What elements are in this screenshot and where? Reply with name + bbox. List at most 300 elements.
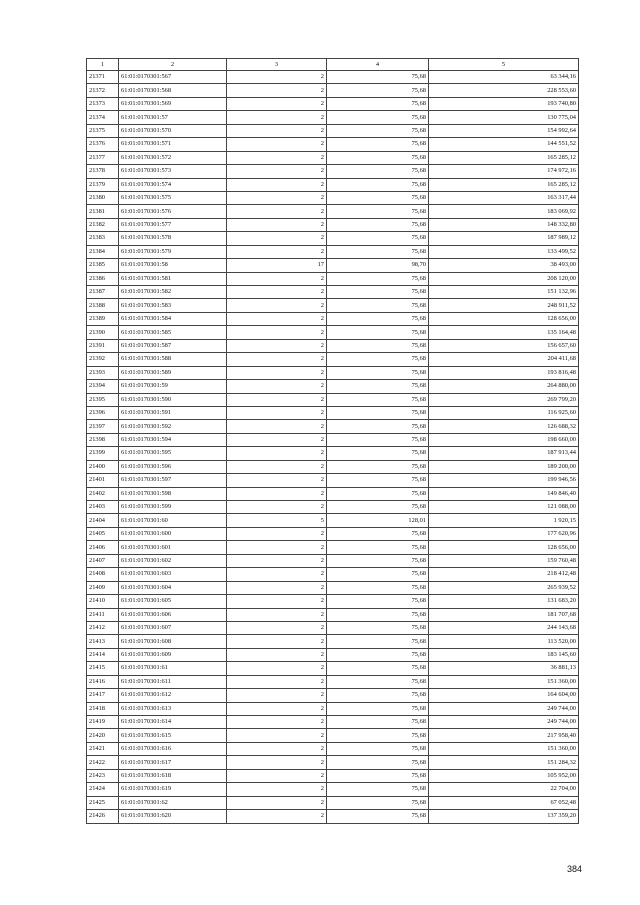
table-row [87, 527, 579, 540]
value-cell: 151 284,32 [429, 756, 579, 769]
row-number-cell: 21407 [87, 554, 119, 567]
cadastral-number-cell: 61:01:0170301:619 [119, 783, 227, 796]
value-cell: 1 920,15 [429, 514, 579, 527]
row-number-cell: 21425 [87, 796, 119, 809]
category-cell: 2 [227, 527, 327, 540]
table-row [87, 299, 579, 312]
table-row [87, 554, 579, 567]
table-row [87, 353, 579, 366]
value-cell: 121 088,00 [429, 501, 579, 514]
cadastral-number-cell: 61:01:0170301:608 [119, 635, 227, 648]
category-cell: 2 [227, 554, 327, 567]
rate-cell: 75,68 [327, 406, 429, 419]
row-number-cell: 21409 [87, 581, 119, 594]
column-header-3: 3 [227, 59, 327, 71]
row-number-cell: 21374 [87, 111, 119, 124]
cadastral-number-cell: 61:01:0170301:605 [119, 595, 227, 608]
value-cell: 177 620,96 [429, 527, 579, 540]
category-cell: 17 [227, 259, 327, 272]
cadastral-number-cell: 61:01:0170301:60 [119, 514, 227, 527]
rate-cell: 75,68 [327, 662, 429, 675]
rate-cell: 75,68 [327, 326, 429, 339]
category-cell: 2 [227, 420, 327, 433]
table-row [87, 716, 579, 729]
cadastral-number-cell: 61:01:0170301:573 [119, 165, 227, 178]
table-row [87, 165, 579, 178]
rate-cell: 75,68 [327, 635, 429, 648]
cadastral-number-cell: 61:01:0170301:572 [119, 151, 227, 164]
value-cell: 67 052,48 [429, 796, 579, 809]
category-cell: 2 [227, 393, 327, 406]
table-row [87, 380, 579, 393]
rate-cell: 75,68 [327, 501, 429, 514]
rate-cell: 75,68 [327, 689, 429, 702]
rate-cell: 75,68 [327, 433, 429, 446]
value-cell: 154 992,64 [429, 124, 579, 137]
rate-cell: 75,68 [327, 796, 429, 809]
table-body [87, 71, 579, 824]
value-cell: 165 285,12 [429, 151, 579, 164]
cadastral-number-cell: 61:01:0170301:602 [119, 554, 227, 567]
row-number-cell: 21412 [87, 621, 119, 634]
value-cell: 163 317,44 [429, 191, 579, 204]
value-cell: 249 744,00 [429, 716, 579, 729]
cadastral-number-cell: 61:01:0170301:607 [119, 621, 227, 634]
table-row [87, 286, 579, 299]
table-row [87, 635, 579, 648]
rate-cell: 75,68 [327, 124, 429, 137]
row-number-cell: 21405 [87, 527, 119, 540]
rate-cell: 75,68 [327, 272, 429, 285]
table-row [87, 272, 579, 285]
rate-cell: 75,68 [327, 138, 429, 151]
category-cell: 2 [227, 608, 327, 621]
cadastral-number-cell: 61:01:0170301:583 [119, 299, 227, 312]
row-number-cell: 21411 [87, 608, 119, 621]
row-number-cell: 21426 [87, 810, 119, 823]
value-cell: 159 760,48 [429, 554, 579, 567]
table-row [87, 124, 579, 137]
category-cell: 2 [227, 581, 327, 594]
value-cell: 151 132,96 [429, 286, 579, 299]
cadastral-number-cell: 61:01:0170301:582 [119, 286, 227, 299]
category-cell: 2 [227, 232, 327, 245]
cadastral-number-cell: 61:01:0170301:59 [119, 380, 227, 393]
category-cell: 2 [227, 111, 327, 124]
value-cell: 38 493,00 [429, 259, 579, 272]
rate-cell: 75,68 [327, 71, 429, 84]
rate-cell: 75,68 [327, 810, 429, 823]
cadastral-number-cell: 61:01:0170301:587 [119, 339, 227, 352]
cadastral-number-cell: 61:01:0170301:597 [119, 474, 227, 487]
row-number-cell: 21423 [87, 769, 119, 782]
rate-cell: 75,68 [327, 541, 429, 554]
value-cell: 199 946,56 [429, 474, 579, 487]
row-number-cell: 21424 [87, 783, 119, 796]
category-cell: 2 [227, 178, 327, 191]
value-cell: 63 344,16 [429, 71, 579, 84]
table-row [87, 608, 579, 621]
category-cell: 2 [227, 124, 327, 137]
value-cell: 248 911,52 [429, 299, 579, 312]
row-number-cell: 21376 [87, 138, 119, 151]
cadastral-number-cell: 61:01:0170301:61 [119, 662, 227, 675]
value-cell: 193 816,48 [429, 366, 579, 379]
registry-table [86, 58, 579, 824]
row-number-cell: 21397 [87, 420, 119, 433]
row-number-cell: 21414 [87, 648, 119, 661]
row-number-cell: 21419 [87, 716, 119, 729]
rate-cell: 98,70 [327, 259, 429, 272]
category-cell: 2 [227, 165, 327, 178]
table-row [87, 702, 579, 715]
cadastral-number-cell: 61:01:0170301:604 [119, 581, 227, 594]
rate-cell: 75,68 [327, 151, 429, 164]
category-cell: 2 [227, 353, 327, 366]
cadastral-number-cell: 61:01:0170301:598 [119, 487, 227, 500]
rate-cell: 75,68 [327, 769, 429, 782]
cadastral-number-cell: 61:01:0170301:617 [119, 756, 227, 769]
table-row [87, 433, 579, 446]
category-cell: 2 [227, 380, 327, 393]
column-header-5: 5 [429, 59, 579, 71]
rate-cell: 75,68 [327, 648, 429, 661]
category-cell: 2 [227, 487, 327, 500]
cadastral-number-cell: 61:01:0170301:567 [119, 71, 227, 84]
rate-cell: 75,68 [327, 621, 429, 634]
category-cell: 2 [227, 406, 327, 419]
value-cell: 144 551,52 [429, 138, 579, 151]
rate-cell: 75,68 [327, 527, 429, 540]
category-cell: 2 [227, 366, 327, 379]
table-row [87, 595, 579, 608]
table-row [87, 742, 579, 755]
value-cell: 187 989,12 [429, 232, 579, 245]
rate-cell: 75,68 [327, 84, 429, 97]
table-row [87, 501, 579, 514]
value-cell: 128 656,00 [429, 541, 579, 554]
value-cell: 151 360,00 [429, 675, 579, 688]
cadastral-number-cell: 61:01:0170301:588 [119, 353, 227, 366]
cadastral-number-cell: 61:01:0170301:601 [119, 541, 227, 554]
row-number-cell: 21400 [87, 460, 119, 473]
rate-cell: 75,68 [327, 366, 429, 379]
cadastral-number-cell: 61:01:0170301:616 [119, 742, 227, 755]
row-number-cell: 21375 [87, 124, 119, 137]
rate-cell: 75,68 [327, 420, 429, 433]
cadastral-number-cell: 61:01:0170301:62 [119, 796, 227, 809]
row-number-cell: 21417 [87, 689, 119, 702]
row-number-cell: 21402 [87, 487, 119, 500]
cadastral-number-cell: 61:01:0170301:592 [119, 420, 227, 433]
value-cell: 137 359,20 [429, 810, 579, 823]
category-cell: 2 [227, 689, 327, 702]
category-cell: 2 [227, 702, 327, 715]
cadastral-number-cell: 61:01:0170301:584 [119, 312, 227, 325]
column-header-2: 2 [119, 59, 227, 71]
cadastral-number-cell: 61:01:0170301:589 [119, 366, 227, 379]
cadastral-number-cell: 61:01:0170301:611 [119, 675, 227, 688]
cadastral-number-cell: 61:01:0170301:581 [119, 272, 227, 285]
row-number-cell: 21406 [87, 541, 119, 554]
table-row [87, 420, 579, 433]
cadastral-number-cell: 61:01:0170301:57 [119, 111, 227, 124]
value-cell: 228 553,60 [429, 84, 579, 97]
value-cell: 135 164,48 [429, 326, 579, 339]
cadastral-number-cell: 61:01:0170301:577 [119, 218, 227, 231]
cadastral-number-cell: 61:01:0170301:612 [119, 689, 227, 702]
cadastral-number-cell: 61:01:0170301:620 [119, 810, 227, 823]
rate-cell: 75,68 [327, 742, 429, 755]
table-row [87, 474, 579, 487]
category-cell: 2 [227, 662, 327, 675]
table-row [87, 111, 579, 124]
cadastral-number-cell: 61:01:0170301:599 [119, 501, 227, 514]
value-cell: 130 775,04 [429, 111, 579, 124]
row-number-cell: 21389 [87, 312, 119, 325]
row-number-cell: 21373 [87, 97, 119, 110]
value-cell: 116 925,60 [429, 406, 579, 419]
category-cell: 2 [227, 272, 327, 285]
row-number-cell: 21393 [87, 366, 119, 379]
table-row [87, 514, 579, 527]
cadastral-number-cell: 61:01:0170301:618 [119, 769, 227, 782]
category-cell: 2 [227, 460, 327, 473]
table-row [87, 756, 579, 769]
rate-cell: 75,68 [327, 111, 429, 124]
value-cell: 128 656,00 [429, 312, 579, 325]
table-row [87, 366, 579, 379]
cadastral-number-cell: 61:01:0170301:576 [119, 205, 227, 218]
row-number-cell: 21371 [87, 71, 119, 84]
category-cell: 2 [227, 71, 327, 84]
value-cell: 189 200,00 [429, 460, 579, 473]
value-cell: 164 604,00 [429, 689, 579, 702]
rate-cell: 75,68 [327, 702, 429, 715]
value-cell: 218 412,48 [429, 568, 579, 581]
row-number-cell: 21421 [87, 742, 119, 755]
rate-cell: 75,68 [327, 393, 429, 406]
rate-cell: 75,68 [327, 595, 429, 608]
table-row [87, 568, 579, 581]
row-number-cell: 21390 [87, 326, 119, 339]
table-row [87, 218, 579, 231]
table-row [87, 259, 579, 272]
table-row [87, 178, 579, 191]
cadastral-number-cell: 61:01:0170301:595 [119, 447, 227, 460]
value-cell: 187 913,44 [429, 447, 579, 460]
value-cell: 105 952,00 [429, 769, 579, 782]
rate-cell: 75,68 [327, 218, 429, 231]
rate-cell: 128,01 [327, 514, 429, 527]
table-row [87, 621, 579, 634]
row-number-cell: 21395 [87, 393, 119, 406]
category-cell: 2 [227, 312, 327, 325]
table-row [87, 151, 579, 164]
cadastral-number-cell: 61:01:0170301:578 [119, 232, 227, 245]
category-cell: 2 [227, 675, 327, 688]
rate-cell: 75,68 [327, 716, 429, 729]
value-cell: 165 285,12 [429, 178, 579, 191]
row-number-cell: 21396 [87, 406, 119, 419]
page-number: 384 [566, 864, 582, 874]
value-cell: 113 520,00 [429, 635, 579, 648]
row-number-cell: 21416 [87, 675, 119, 688]
rate-cell: 75,68 [327, 286, 429, 299]
rate-cell: 75,68 [327, 783, 429, 796]
rate-cell: 75,68 [327, 675, 429, 688]
rate-cell: 75,68 [327, 608, 429, 621]
cadastral-number-cell: 61:01:0170301:600 [119, 527, 227, 540]
category-cell: 2 [227, 796, 327, 809]
row-number-cell: 21399 [87, 447, 119, 460]
category-cell: 2 [227, 138, 327, 151]
value-cell: 204 411,68 [429, 353, 579, 366]
rate-cell: 75,68 [327, 460, 429, 473]
value-cell: 22 704,00 [429, 783, 579, 796]
row-number-cell: 21383 [87, 232, 119, 245]
cadastral-number-cell: 61:01:0170301:570 [119, 124, 227, 137]
cadastral-number-cell: 61:01:0170301:591 [119, 406, 227, 419]
row-number-cell: 21384 [87, 245, 119, 258]
table-row [87, 245, 579, 258]
row-number-cell: 21422 [87, 756, 119, 769]
row-number-cell: 21413 [87, 635, 119, 648]
column-header-4: 4 [327, 59, 429, 71]
category-cell: 2 [227, 299, 327, 312]
category-cell: 2 [227, 648, 327, 661]
table-row [87, 541, 579, 554]
row-number-cell: 21401 [87, 474, 119, 487]
value-cell: 156 657,60 [429, 339, 579, 352]
cadastral-number-cell: 61:01:0170301:594 [119, 433, 227, 446]
value-cell: 183 069,92 [429, 205, 579, 218]
value-cell: 126 688,32 [429, 420, 579, 433]
value-cell: 149 846,40 [429, 487, 579, 500]
category-cell: 2 [227, 433, 327, 446]
cadastral-number-cell: 61:01:0170301:614 [119, 716, 227, 729]
value-cell: 183 145,60 [429, 648, 579, 661]
rate-cell: 75,68 [327, 474, 429, 487]
row-number-cell: 21386 [87, 272, 119, 285]
row-number-cell: 21415 [87, 662, 119, 675]
cadastral-number-cell: 61:01:0170301:613 [119, 702, 227, 715]
category-cell: 2 [227, 621, 327, 634]
category-cell: 2 [227, 783, 327, 796]
rate-cell: 75,68 [327, 756, 429, 769]
value-cell: 198 660,00 [429, 433, 579, 446]
value-cell: 174 972,16 [429, 165, 579, 178]
table-row [87, 783, 579, 796]
row-number-cell: 21392 [87, 353, 119, 366]
category-cell: 2 [227, 97, 327, 110]
value-cell: 265 939,52 [429, 581, 579, 594]
row-number-cell: 21381 [87, 205, 119, 218]
category-cell: 2 [227, 191, 327, 204]
table-row [87, 71, 579, 84]
rate-cell: 75,68 [327, 205, 429, 218]
rate-cell: 75,68 [327, 165, 429, 178]
cadastral-number-cell: 61:01:0170301:590 [119, 393, 227, 406]
rate-cell: 75,68 [327, 581, 429, 594]
value-cell: 208 120,00 [429, 272, 579, 285]
table-row [87, 796, 579, 809]
table-row [87, 447, 579, 460]
category-cell: 2 [227, 769, 327, 782]
row-number-cell: 21418 [87, 702, 119, 715]
category-cell: 2 [227, 151, 327, 164]
category-cell: 2 [227, 286, 327, 299]
rate-cell: 75,68 [327, 97, 429, 110]
table-row [87, 232, 579, 245]
rate-cell: 75,68 [327, 245, 429, 258]
cadastral-number-cell: 61:01:0170301:585 [119, 326, 227, 339]
row-number-cell: 21380 [87, 191, 119, 204]
category-cell: 2 [227, 756, 327, 769]
row-number-cell: 21391 [87, 339, 119, 352]
category-cell: 2 [227, 810, 327, 823]
row-number-cell: 21372 [87, 84, 119, 97]
row-number-cell: 21378 [87, 165, 119, 178]
rate-cell: 75,68 [327, 380, 429, 393]
value-cell: 217 958,40 [429, 729, 579, 742]
cadastral-number-cell: 61:01:0170301:615 [119, 729, 227, 742]
column-header-1: 1 [87, 59, 119, 71]
cadastral-number-cell: 61:01:0170301:603 [119, 568, 227, 581]
rate-cell: 75,68 [327, 729, 429, 742]
table-row [87, 84, 579, 97]
rate-cell: 75,68 [327, 312, 429, 325]
table-row [87, 487, 579, 500]
cadastral-number-cell: 61:01:0170301:571 [119, 138, 227, 151]
row-number-cell: 21408 [87, 568, 119, 581]
table-row [87, 675, 579, 688]
rate-cell: 75,68 [327, 232, 429, 245]
value-cell: 133 499,52 [429, 245, 579, 258]
cadastral-number-cell: 61:01:0170301:58 [119, 259, 227, 272]
table-row [87, 205, 579, 218]
category-cell: 2 [227, 742, 327, 755]
table-row [87, 191, 579, 204]
rate-cell: 75,68 [327, 554, 429, 567]
cadastral-number-cell: 61:01:0170301:579 [119, 245, 227, 258]
row-number-cell: 21382 [87, 218, 119, 231]
table-row [87, 769, 579, 782]
rate-cell: 75,68 [327, 568, 429, 581]
value-cell: 148 332,80 [429, 218, 579, 231]
cadastral-number-cell: 61:01:0170301:596 [119, 460, 227, 473]
category-cell: 2 [227, 205, 327, 218]
category-cell: 2 [227, 635, 327, 648]
value-cell: 131 683,20 [429, 595, 579, 608]
category-cell: 2 [227, 595, 327, 608]
table-row [87, 810, 579, 823]
rate-cell: 75,68 [327, 487, 429, 500]
category-cell: 2 [227, 447, 327, 460]
table-row [87, 97, 579, 110]
category-cell: 2 [227, 218, 327, 231]
row-number-cell: 21387 [87, 286, 119, 299]
category-cell: 5 [227, 514, 327, 527]
cadastral-number-cell: 61:01:0170301:569 [119, 97, 227, 110]
cadastral-number-cell: 61:01:0170301:574 [119, 178, 227, 191]
rate-cell: 75,68 [327, 339, 429, 352]
table-row [87, 648, 579, 661]
row-number-cell: 21379 [87, 178, 119, 191]
rate-cell: 75,68 [327, 191, 429, 204]
value-cell: 244 143,68 [429, 621, 579, 634]
row-number-cell: 21388 [87, 299, 119, 312]
